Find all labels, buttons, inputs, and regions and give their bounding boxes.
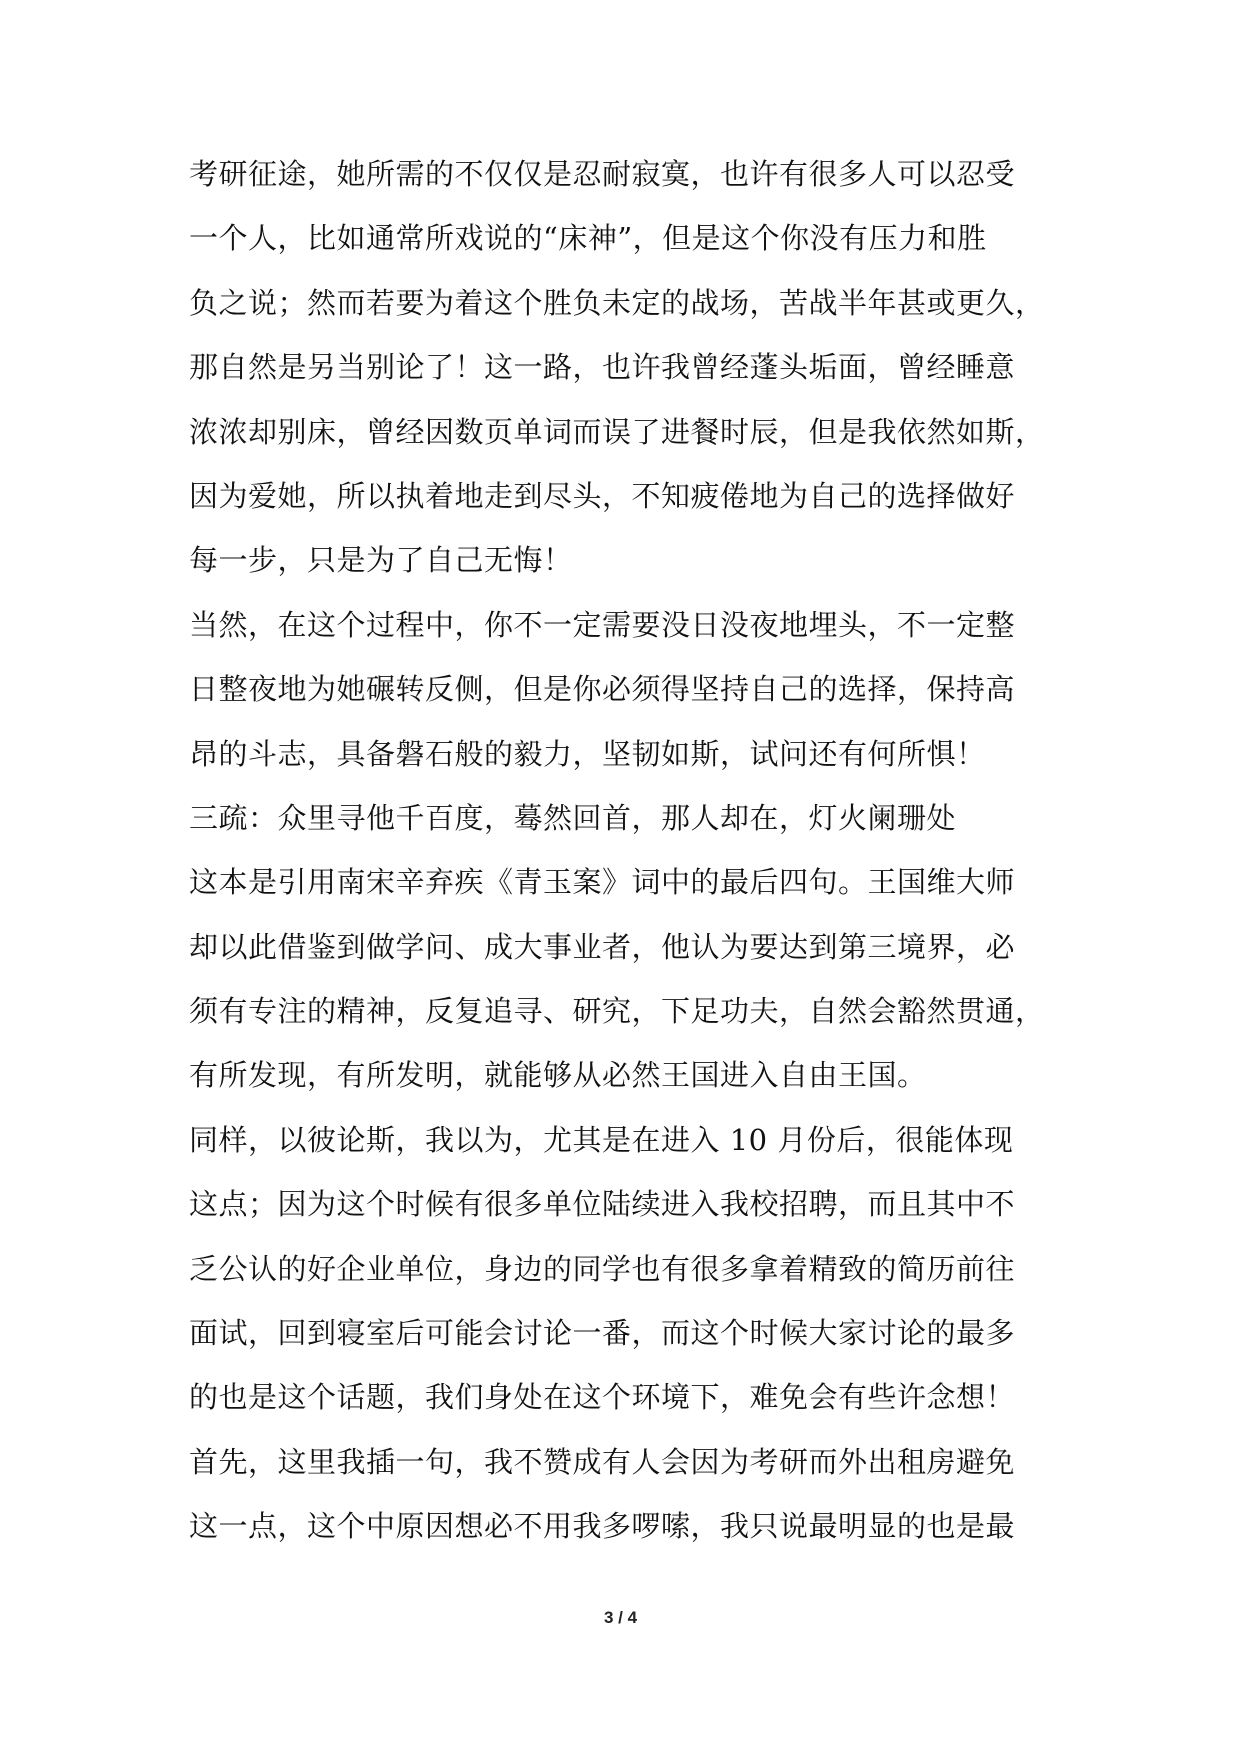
text-line: 昂的斗志，具备磐石般的毅力，坚韧如斯，试问还有何所惧！ — [189, 736, 986, 771]
text-line: 这一点，这个中原因想必不用我多啰嗦，我只说最明显的也是最 — [189, 1509, 1016, 1544]
text-line: 同样，以彼论斯，我以为，尤其是在进入 10 月份后，很能体现 — [189, 1122, 1014, 1157]
text-line: 当然，在这个过程中，你不一定需要没日没夜地埋头，不一定整 — [189, 607, 1016, 642]
text-line: 浓浓却别床，曾经因数页单词而误了进餐时辰，但是我依然如斯， — [189, 414, 1045, 449]
text-line: 须有专注的精神，反复追寻、研究，下足功夫，自然会豁然贯通， — [189, 994, 1045, 1029]
text-line: 三疏：众里寻他千百度，蓦然回首，那人却在，灯火阑珊处 — [189, 800, 957, 835]
text-line: 一个人，比如通常所戏说的“床神”，但是这个你没有压力和胜 — [189, 221, 987, 256]
text-line: 因为爱她，所以执着地走到尽头，不知疲倦地为自己的选择做好 — [189, 478, 1016, 513]
text-line: 这点；因为这个时候有很多单位陆续进入我校招聘，而且其中不 — [189, 1187, 1016, 1222]
text-line: 的也是这个话题，我们身处在这个环境下，难免会有些许念想！ — [189, 1380, 1016, 1415]
text-line: 这本是引用南宋辛弃疾《青玉案》词中的最后四句。王国维大师 — [189, 865, 1016, 900]
text-line: 乏公认的好企业单位，身边的同学也有很多拿着精致的简历前往 — [189, 1251, 1016, 1286]
text-line: 却以此借鉴到做学问、成大事业者，他认为要达到第三境界，必 — [189, 929, 1016, 964]
text-line: 每一步，只是为了自己无悔！ — [189, 543, 573, 578]
text-line: 首先，这里我插一句，我不赞成有人会因为考研而外出租房避免 — [189, 1444, 1016, 1479]
body-text — [189, 142, 1059, 1559]
text-line: 考研征途，她所需的不仅仅是忍耐寂寞，也许有很多人可以忍受 — [189, 157, 1016, 191]
text-line: 负之说；然而若要为着这个胜负未定的战场，苦战半年甚或更久， — [189, 285, 1045, 320]
text-line: 日整夜地为她碾转反侧，但是你必须得坚持自己的选择，保持高 — [189, 672, 1016, 707]
text-line: 有所发现，有所发明，就能够从必然王国进入自由王国。 — [189, 1058, 927, 1093]
text-line: 那自然是另当别论了！这一路，也许我曾经蓬头垢面，曾经睡意 — [189, 350, 1016, 385]
text-line: 面试，回到寝室后可能会讨论一番，而这个时候大家讨论的最多 — [189, 1316, 1016, 1351]
page-number: 3 / 4 — [603, 1608, 638, 1627]
